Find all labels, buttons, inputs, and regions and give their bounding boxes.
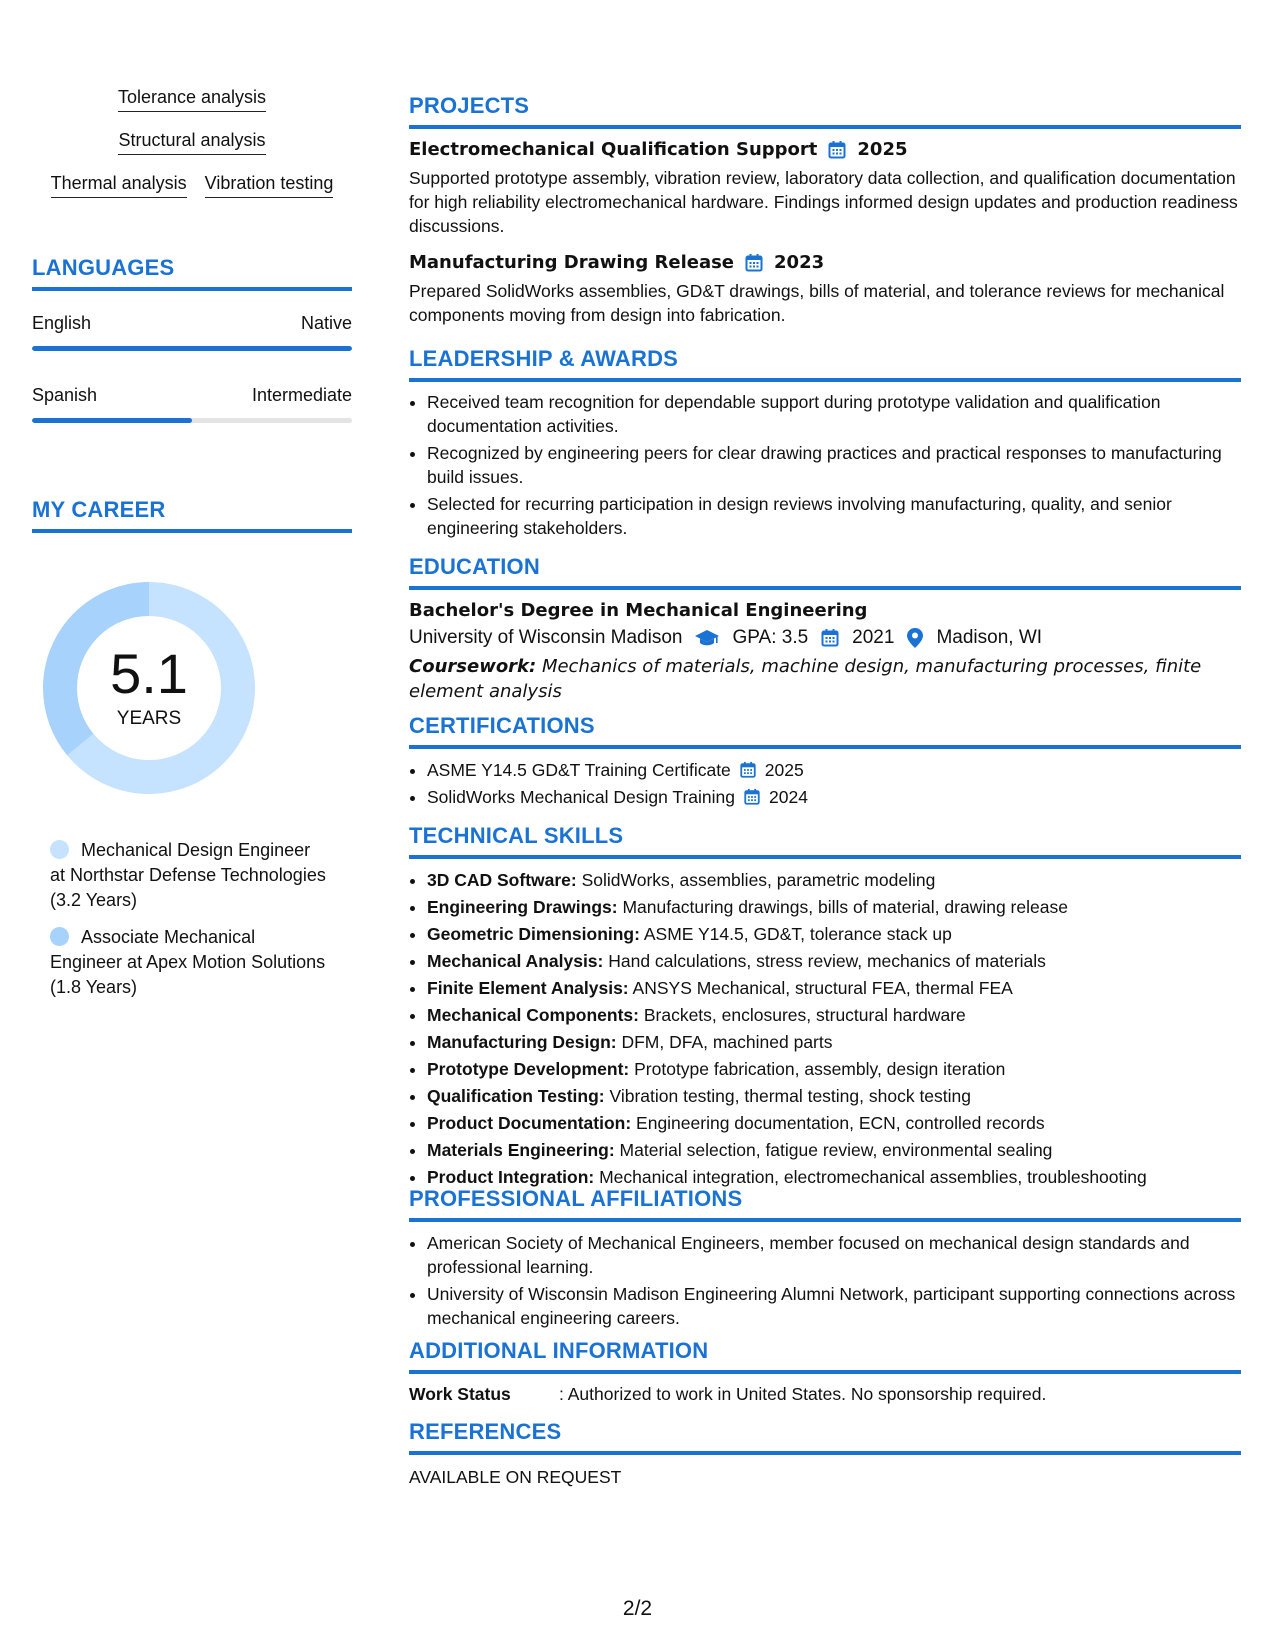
tag-row xyxy=(32,129,352,155)
language-bar xyxy=(32,346,352,351)
legend-dot xyxy=(50,840,69,859)
section-divider xyxy=(409,1451,1241,1455)
info-key: Work Status xyxy=(409,1384,511,1404)
skill-value: Manufacturing drawings, bills of material, drawing release xyxy=(617,897,1068,917)
certifications-list xyxy=(409,758,1241,809)
coursework-text: Mechanics of materials, machine design, manufacturing processes, finite element analysis xyxy=(409,656,1202,702)
list-item: • Recognized by engineering peers for clear drawing practices and practical responses to manufacturing build issues. xyxy=(427,441,1241,489)
career-section xyxy=(32,497,352,533)
section-title: ADDITIONAL INFORMATION xyxy=(409,1338,709,1363)
project-title xyxy=(409,139,1241,160)
education-details xyxy=(409,627,1241,649)
list-item xyxy=(427,1057,1241,1081)
coursework xyxy=(409,654,1241,704)
skill-label: Product Integration: xyxy=(427,1167,595,1187)
list-item xyxy=(427,1111,1241,1135)
section-title: PROFESSIONAL AFFILIATIONS xyxy=(409,1186,743,1211)
language-bar-fill xyxy=(32,418,192,423)
section-title: EDUCATION xyxy=(409,554,540,579)
section-divider xyxy=(409,855,1241,859)
language-item xyxy=(32,313,352,351)
list-item xyxy=(427,1030,1241,1054)
references-section xyxy=(409,1419,1241,1489)
languages-title: LANGUAGES xyxy=(32,255,175,280)
calendar-icon xyxy=(820,628,840,648)
skill-value: Vibration testing, thermal testing, shock testing xyxy=(604,1086,972,1106)
skill-label: Geometric Dimensioning: xyxy=(427,924,640,944)
project-name: Electromechanical Qualification Support xyxy=(409,139,818,160)
info-value: : Authorized to work in United States. No sponsorship required. xyxy=(559,1384,1047,1404)
skill-label: Prototype Development: xyxy=(427,1059,630,1079)
list-item: • Selected for recurring participation in design reviews involving manufacturing, quality, and senior engineering stakeholders. xyxy=(427,492,1241,540)
skill-value: Mechanical integration, electromechanical assemblies, troubleshooting xyxy=(594,1167,1147,1187)
leadership-section xyxy=(409,346,1241,543)
list-item xyxy=(427,895,1241,919)
technical-skills-list xyxy=(409,868,1241,1189)
project-title xyxy=(409,252,1241,273)
skill-label: Materials Engineering: xyxy=(427,1140,615,1160)
skill-tags xyxy=(32,86,352,215)
technical-skills-section xyxy=(409,823,1241,1192)
certification-name: • ASME Y14.5 GD&T Training Certificate xyxy=(427,760,731,780)
additional-info-section xyxy=(409,1338,1241,1405)
list-item xyxy=(427,785,1241,809)
skill-tag: Tolerance analysis xyxy=(118,86,266,112)
project-name: Manufacturing Drawing Release xyxy=(409,252,735,273)
list-item xyxy=(427,1084,1241,1108)
skill-value: Brackets, enclosures, structural hardware xyxy=(638,1005,966,1025)
skill-value: Hand calculations, stress review, mechanics of materials xyxy=(603,951,1046,971)
section-divider xyxy=(32,529,352,533)
career-role xyxy=(50,925,330,1000)
language-bar-fill xyxy=(32,346,352,351)
affiliations-list xyxy=(409,1231,1241,1330)
projects-section xyxy=(409,93,1241,327)
skill-value: ANSYS Mechanical, structural FEA, thermal FEA xyxy=(628,978,1013,998)
list-item xyxy=(427,758,1241,782)
page-number: 2/2 xyxy=(622,1597,653,1620)
language-bar xyxy=(32,418,352,423)
section-title: CERTIFICATIONS xyxy=(409,713,595,738)
section-divider xyxy=(409,125,1241,129)
skill-value: ASME Y14.5, GD&T, tolerance stack up xyxy=(639,924,952,944)
gpa: GPA: 3.5 xyxy=(732,627,809,648)
career-legend xyxy=(50,838,330,1012)
skill-label: 3D CAD Software: xyxy=(427,870,577,890)
certifications-section xyxy=(409,713,1241,812)
info-row xyxy=(409,1384,1241,1405)
section-title: TECHNICAL SKILLS xyxy=(409,823,624,848)
graduation-cap-icon xyxy=(694,628,720,648)
section-divider xyxy=(32,287,352,291)
list-item: • Received team recognition for dependable support during prototype validation and qualification documentation activities. xyxy=(427,390,1241,438)
skill-label: Qualification Testing: xyxy=(427,1086,605,1106)
skill-tag: Structural analysis xyxy=(118,129,265,155)
section-divider xyxy=(409,745,1241,749)
coursework-label: Coursework: xyxy=(409,656,537,677)
list-item xyxy=(427,868,1241,892)
section-title: LEADERSHIP & AWARDS xyxy=(409,346,679,371)
skill-value: SolidWorks, assemblies, parametric modeling xyxy=(576,870,936,890)
section-divider xyxy=(409,586,1241,590)
certification-year: 2025 xyxy=(764,760,804,780)
education-section xyxy=(409,554,1241,704)
career-role-text: Associate Mechanical Engineer at Apex Motion Solutions (1.8 Years) xyxy=(50,927,326,997)
skill-value: Material selection, fatigue review, environmental sealing xyxy=(614,1140,1053,1160)
skill-tag: Vibration testing xyxy=(205,172,334,198)
career-role xyxy=(50,838,330,913)
language-item xyxy=(32,385,352,423)
section-divider xyxy=(409,378,1241,382)
skill-tag: Thermal analysis xyxy=(51,172,187,198)
section-title: REFERENCES xyxy=(409,1419,562,1444)
list-item: • American Society of Mechanical Engineers, member focused on mechanical design standards and professional learning. xyxy=(427,1231,1241,1279)
affiliations-section xyxy=(409,1186,1241,1333)
section-divider xyxy=(409,1370,1241,1374)
skill-value: Engineering documentation, ECN, controlled records xyxy=(631,1113,1045,1133)
skill-value: Prototype fabrication, assembly, design iteration xyxy=(629,1059,1006,1079)
list-item xyxy=(427,1138,1241,1162)
list-item xyxy=(427,922,1241,946)
skill-label: Mechanical Analysis: xyxy=(427,951,604,971)
language-level: Native xyxy=(300,313,352,333)
leadership-list xyxy=(409,390,1241,540)
list-item xyxy=(427,949,1241,973)
project-description: Supported prototype assembly, vibration review, laboratory data collection, and qualification documentation for high reliability electromechanical hardware. Findings informed design updates and production readiness discussions. xyxy=(409,168,1238,236)
location: Madison, WI xyxy=(936,627,1043,648)
skill-value: DFM, DFA, machined parts xyxy=(616,1032,833,1052)
language-level: Intermediate xyxy=(251,385,352,405)
career-total-unit: YEARS xyxy=(116,708,182,729)
career-title: MY CAREER xyxy=(32,497,166,522)
skill-label: Product Documentation: xyxy=(427,1113,632,1133)
certification-name: • SolidWorks Mechanical Design Training xyxy=(427,787,736,807)
project-description: Prepared SolidWorks assemblies, GD&T drawings, bills of material, and tolerance reviews for mechanical components moving from design into fabrication. xyxy=(409,281,1225,325)
language-name: Spanish xyxy=(32,385,98,405)
tag-row xyxy=(32,172,352,198)
calendar-icon xyxy=(827,140,847,160)
skill-label: Finite Element Analysis: xyxy=(427,978,629,998)
calendar-icon xyxy=(739,761,757,779)
graduation-year: 2021 xyxy=(852,627,895,648)
school-name: University of Wisconsin Madison xyxy=(409,627,683,648)
section-title: PROJECTS xyxy=(409,93,530,118)
certification-year: 2024 xyxy=(769,787,808,807)
references-text: AVAILABLE ON REQUEST xyxy=(409,1467,622,1487)
skill-label: Engineering Drawings: xyxy=(427,897,618,917)
skill-label: Mechanical Components: xyxy=(427,1005,639,1025)
tag-row xyxy=(32,86,352,112)
project-year: 2023 xyxy=(774,252,825,273)
language-name: English xyxy=(32,313,92,333)
degree-title: Bachelor's Degree in Mechanical Engineering xyxy=(409,600,868,621)
list-item xyxy=(427,976,1241,1000)
legend-dot xyxy=(50,927,69,946)
map-pin-icon xyxy=(906,627,924,649)
list-item: • University of Wisconsin Madison Engineering Alumni Network, participant supporting connections across mechanical engineering careers. xyxy=(427,1282,1241,1330)
section-divider xyxy=(409,1218,1241,1222)
career-donut-chart xyxy=(36,575,262,801)
list-item xyxy=(427,1003,1241,1027)
skill-label: Manufacturing Design: xyxy=(427,1032,617,1052)
calendar-icon xyxy=(744,253,764,273)
languages-section xyxy=(32,255,352,423)
career-role-text: Mechanical Design Engineer at Northstar Defense Technologies (3.2 Years) xyxy=(50,840,326,910)
calendar-icon xyxy=(743,788,761,806)
project-year: 2025 xyxy=(857,139,908,160)
career-total-value: 5.1 xyxy=(110,642,188,705)
